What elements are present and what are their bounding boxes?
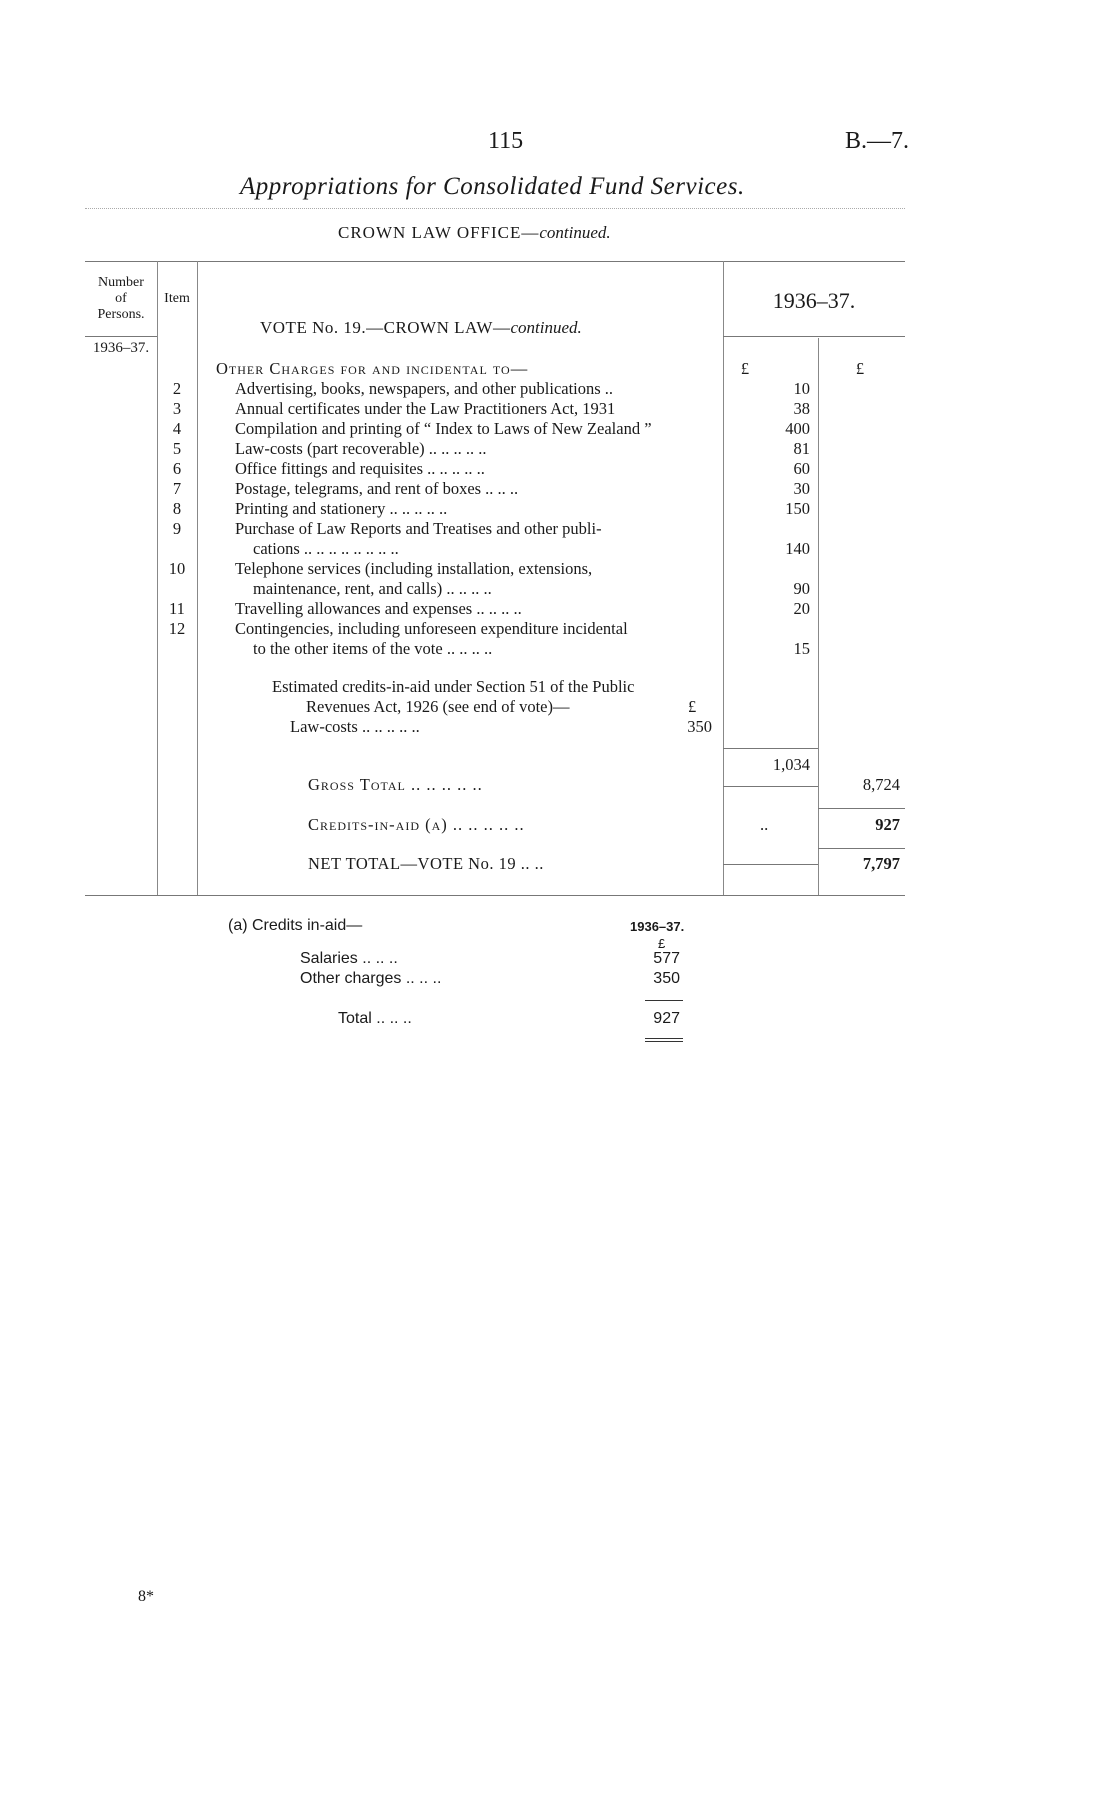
net-total-label: NET TOTAL—VOTE No. 19 .. .. [308,854,544,873]
credits-note-currency: £ [688,697,697,716]
footnote-double-rule-1 [645,1038,683,1039]
item-number: 3 [172,399,182,418]
net-total-rule-left [723,864,818,865]
item-number: 4 [172,419,182,438]
item-amount: 15 [793,639,810,658]
item-description-continued: to the other items of the vote .. .. .. .. [253,639,493,658]
item-number: 10 [168,559,186,578]
credits-in-aid-dots: .. [760,815,769,834]
item-description: Law-costs (part recoverable) .. .. .. .. .. [235,439,487,458]
credits-note-item-label: Law-costs .. .. .. .. .. [290,717,420,736]
item-number: 6 [172,459,182,478]
item-amount: 30 [793,479,810,498]
item-column-header: Item [164,291,190,306]
item-description: Printing and stationery .. .. .. .. .. [235,499,448,518]
table-top-rule [85,261,905,262]
item-description: Telephone services (including installation, extensions, [235,559,593,578]
item-amount: 90 [793,579,810,598]
footnote-amount-salaries: 577 [653,950,680,967]
footnote-amount-other-charges: 350 [653,970,680,987]
persons-year-label: 1936–37. [92,340,150,356]
item-description: Travelling allowances and expenses .. .. .. .. [235,599,522,618]
item-number: 2 [172,379,182,398]
footnote-heading: (a) Credits in-aid— [228,917,363,934]
footnote-currency: £ [658,936,666,951]
credits-note-line1: Estimated credits-in-aid under Section 51 of the Public [272,677,635,696]
footnote-total-amount: 927 [653,1010,680,1027]
amount-column-divider [818,338,819,895]
item-number: 8 [172,499,182,518]
footnote-label-other-charges: Other charges .. .. .. [300,970,442,987]
net-total-amount: 7,797 [862,854,900,873]
item-description: Purchase of Law Reports and Treatises and other publi- [235,519,602,538]
footnote-double-rule-2 [645,1041,683,1042]
item-amount: 10 [793,379,810,398]
amount-year-label: 1936–37. [772,288,856,313]
subtotal-rule [723,748,818,749]
office-heading: CROWN LAW OFFICE—continued. [338,223,611,242]
item-description-continued: maintenance, rent, and calls) .. .. .. .. [253,579,492,598]
signature-mark: 8* [138,1588,154,1605]
page-title: Appropriations for Consolidated Fund Services. [240,173,745,200]
currency-symbol-total: £ [855,359,865,378]
credits-in-aid-label: Credits-in-aid (a) .. .. .. .. .. [308,815,525,834]
item-amount: 60 [793,459,810,478]
document-reference: B.—7. [845,128,910,154]
amount-year-rule [723,336,905,337]
credits-in-aid-amount: 927 [875,815,900,834]
item-description-continued: cations .. .. .. .. .. .. .. .. [253,539,399,558]
gross-total-rule [818,808,905,809]
item-number: 9 [172,519,182,538]
subtotal-bottom-rule [723,786,818,787]
footnote-year: 1936–37. [630,919,685,934]
item-number: 7 [172,479,182,498]
item-number: 5 [172,439,182,458]
net-total-rule-right [818,848,905,849]
section-heading: Other Charges for and incidental to— [216,359,529,378]
item-amount: 140 [785,539,810,558]
item-amount: 38 [793,399,810,418]
footnote-label-salaries: Salaries .. .. .. [300,950,398,967]
item-number: 11 [169,599,185,618]
gross-total-label: Gross Total .. .. .. .. .. [308,775,483,794]
item-description: Compilation and printing of “ Index to Laws of New Zealand ” [235,419,652,438]
item-description: Postage, telegrams, and rent of boxes .. .. .. [235,479,519,498]
table-bottom-rule [85,895,905,896]
currency-symbol-subtotal: £ [740,359,750,378]
gross-total-amount: 8,724 [862,775,900,794]
vote-heading: VOTE No. 19.—CROWN LAW—continued. [260,318,582,337]
item-amount: 81 [793,439,810,458]
item-column-divider [197,261,198,895]
footnote-total-label: Total .. .. .. [338,1010,412,1027]
item-amount: 400 [785,419,810,438]
credits-note-line2: Revenues Act, 1926 (see end of vote)— [306,697,570,716]
persons-column-header: Number of Persons. [97,275,145,322]
persons-year-rule [85,336,157,337]
item-description: Advertising, books, newspapers, and other publications .. [235,379,614,398]
credits-note-item-amount: 350 [687,717,712,736]
page-number: 115 [488,128,524,154]
item-number: 12 [168,619,186,638]
item-description: Office fittings and requisites .. .. .. .. .. [235,459,485,478]
item-amount: 150 [785,499,810,518]
item-description: Contingencies, including unforeseen expenditure incidental [235,619,628,638]
item-description: Annual certificates under the Law Practitioners Act, 1931 [235,399,616,418]
footnote-sum-rule [645,1000,683,1001]
item-amount: 20 [793,599,810,618]
description-column-divider [723,261,724,895]
subtotal-amount: 1,034 [772,755,810,774]
title-divider [85,208,905,209]
